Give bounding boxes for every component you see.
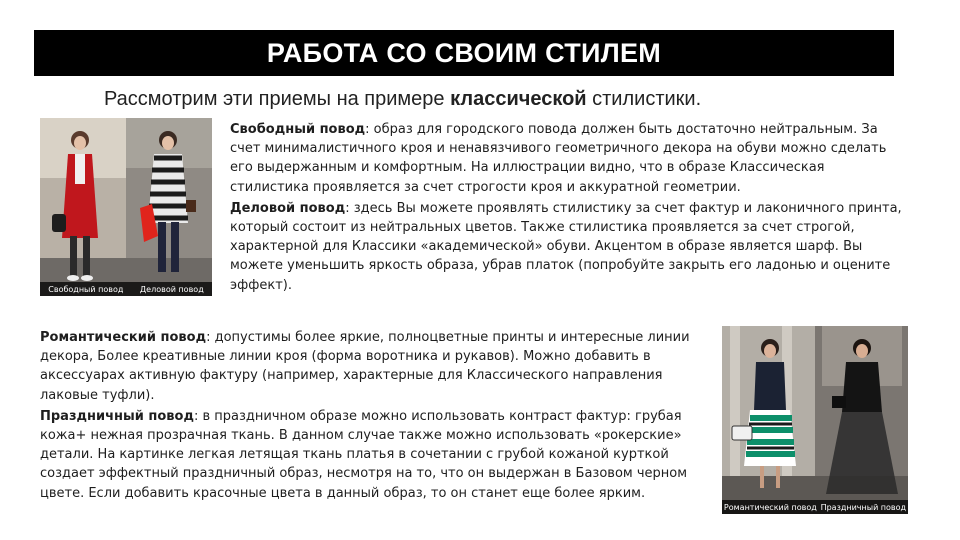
caption-romantic: Романтический повод [723, 502, 817, 512]
body-festive: : в праздничном образе можно использовать контраст фактур: грубая кожа+ нежная прозрачная ткань. В данном случае также можно использовать «рокерские» детали. На картинке легкая летящая ткань платья в сочетании с грубой кожаной курткой создает эффектный праздничный образ, несмотря на то, что он выдержан в Базовом черном цвете. Если добавить красочные цвета в данный образ, то он станет еще более ярким. [40, 408, 688, 501]
photo-romantic-festive-caption [722, 500, 908, 514]
subtitle-bold: классической [450, 88, 587, 110]
lead-casual: Свободный повод [230, 122, 366, 137]
body-romantic: : допустимы более яркие, полноцветные принты и интересные линии декора, Более креативные линии кроя (форма воротника и рукавов). Можно добавить в аксессуарах активную фактуру (например, характерные для Классического направления лаковые туфли). [40, 330, 690, 403]
paragraph-romantic [40, 328, 704, 405]
lead-romantic: Романтический повод [40, 330, 207, 345]
caption-festive: Праздничный повод [820, 502, 907, 512]
caption-business: Деловой повод [139, 284, 204, 294]
caption-casual: Свободный повод [48, 284, 124, 294]
lead-festive: Праздничный повод [40, 408, 194, 424]
photo-casual-business [40, 118, 212, 296]
subtitle-after: стилистики. [586, 88, 702, 110]
photo-casual-business-caption [40, 282, 212, 296]
text-block-bottom [40, 328, 704, 505]
body-casual: : образ для городского повода должен быть достаточно нейтральным. За счет минималистичного кроя и ненавязчивого геометричного декора на обуви можно сделать его выдержанным и комфортным. На иллюстрации видно, что в образе Классическая стилистика проявляется за счет строгости кроя и аккуратной геометрии. [230, 122, 887, 195]
paragraph-festive [40, 407, 704, 503]
lead-business: Деловой повод [230, 200, 346, 216]
page-title: РАБОТА СО СВОИМ СТИЛЕМ [266, 37, 662, 68]
subtitle-before: Рассмотрим эти приемы на примере [104, 88, 451, 110]
paragraph-business [230, 199, 906, 295]
title-bar [34, 30, 894, 76]
paragraph-casual [230, 120, 906, 197]
subtitle [104, 88, 884, 111]
photo-romantic-festive [722, 326, 908, 514]
body-business: : здесь Вы можете проявлять стилистику за счет фактур и лаконичного принта, который состоит из нейтральных цветов. Также стилистика проявляется за счет строгой, характерной для Классики «академической» обуви. Акцентом в образе является шарф. Вы можете уменьшить яркость образа, убрав платок (попробуйте закрыть его ладонью и оцените эффект). [230, 200, 902, 293]
text-block-top [230, 120, 906, 297]
photo-romantic-festive-illustration [722, 326, 908, 514]
photo-casual-business-illustration [40, 118, 212, 296]
